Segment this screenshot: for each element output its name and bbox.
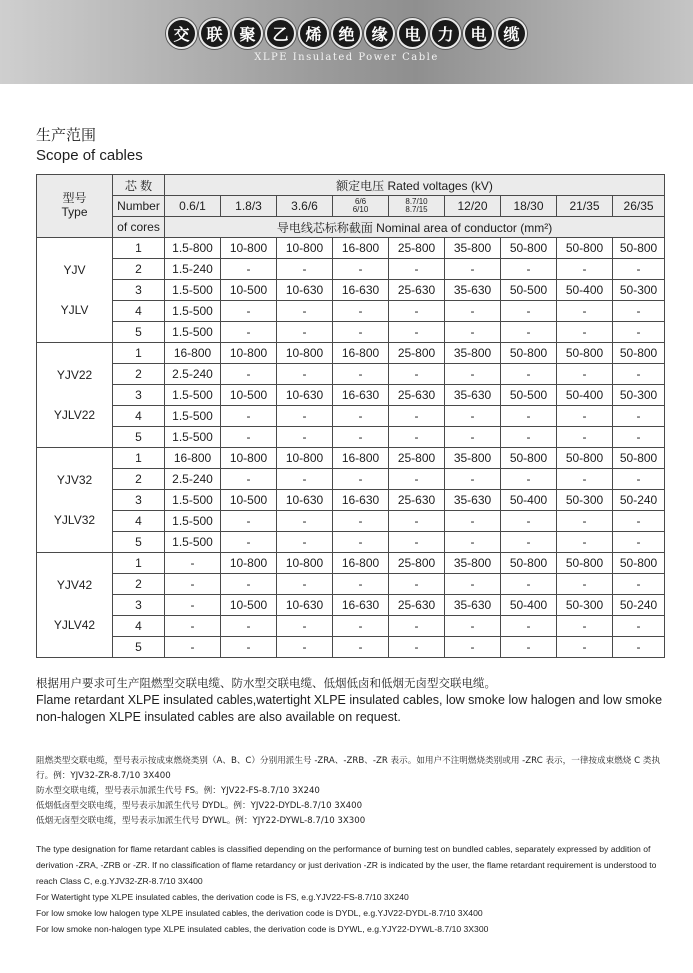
table-row — [37, 238, 665, 259]
banner-subtitle: XLPE Insulated Power Cable — [254, 52, 439, 63]
area-cell: - — [445, 469, 501, 490]
fine-zh-line: 防水型交联电缆，型号表示加派生代号 FS。例：YJV22-FS-8.7/10 3X240 — [36, 786, 320, 796]
area-cell: 35-800 — [445, 343, 501, 364]
area-cell: 10-800 — [221, 448, 277, 469]
area-cell: - — [501, 511, 557, 532]
voltage-col: 3.6/6 — [277, 196, 333, 217]
area-cell: - — [389, 637, 445, 658]
area-cell: 10-800 — [277, 238, 333, 259]
area-cell: - — [389, 574, 445, 595]
area-cell: - — [389, 427, 445, 448]
area-cell: - — [333, 301, 389, 322]
area-cell: - — [613, 616, 665, 637]
type-name: YJLV32 — [53, 513, 96, 527]
section-title-en: Scope of cables — [36, 147, 143, 164]
availability-note-en: Flame retardant XLPE insulated cables,watertight XLPE insulated cables, low smoke low halogen and low smoke non-halogen XLPE insulated cables are also available on request. — [36, 693, 663, 724]
core-count: 2 — [113, 574, 165, 595]
area-cell: - — [613, 322, 665, 343]
voltage-col: 1.8/3 — [221, 196, 277, 217]
area-cell: 50-500 — [501, 280, 557, 301]
fine-print-zh — [36, 754, 676, 829]
area-cell: - — [613, 532, 665, 553]
area-cell: - — [557, 259, 613, 280]
area-cell: 1.5-240 — [165, 259, 221, 280]
area-cell: - — [557, 406, 613, 427]
area-cell: 16-800 — [333, 553, 389, 574]
area-cell: 25-630 — [389, 490, 445, 511]
area-cell: 25-800 — [389, 553, 445, 574]
section-title-zh: 生产范围 — [36, 126, 97, 144]
area-cell: - — [445, 259, 501, 280]
area-cell: 35-800 — [445, 448, 501, 469]
area-cell: - — [221, 532, 277, 553]
area-cell: - — [277, 322, 333, 343]
area-cell: 25-800 — [389, 238, 445, 259]
area-cell: - — [277, 469, 333, 490]
area-cell: 50-800 — [501, 343, 557, 364]
cores-header-zh: 芯 数 — [113, 175, 165, 196]
cores-header-en1: Number — [113, 196, 165, 217]
core-count: 1 — [113, 553, 165, 574]
area-cell: - — [165, 637, 221, 658]
type-name: YJLV22 — [53, 408, 96, 422]
type-header-zh: 型号 — [62, 191, 87, 206]
area-cell: - — [221, 322, 277, 343]
area-cell: 16-630 — [333, 385, 389, 406]
fine-print-en — [36, 841, 676, 937]
area-cell: - — [333, 637, 389, 658]
area-cell: 50-800 — [557, 343, 613, 364]
title-char: 聚 — [232, 18, 263, 49]
area-cell: - — [501, 637, 557, 658]
area-cell: - — [613, 637, 665, 658]
area-cell: 10-800 — [221, 238, 277, 259]
area-cell: 50-240 — [613, 595, 665, 616]
area-cell: 50-800 — [613, 238, 665, 259]
type-name: YJV32 — [56, 473, 93, 487]
area-cell: - — [277, 427, 333, 448]
area-cell: - — [333, 259, 389, 280]
core-count: 1 — [113, 448, 165, 469]
table-row — [37, 343, 665, 364]
core-count: 4 — [113, 406, 165, 427]
core-count: 3 — [113, 280, 165, 301]
area-cell: 16-800 — [333, 343, 389, 364]
area-cell: - — [501, 616, 557, 637]
area-cell: - — [389, 406, 445, 427]
area-cell: 10-800 — [221, 553, 277, 574]
area-cell: 10-500 — [221, 385, 277, 406]
type-name: YJV42 — [56, 578, 93, 592]
voltage-col-line: 8.7/15 — [405, 205, 428, 214]
area-cell: 10-630 — [277, 595, 333, 616]
area-cell: - — [557, 511, 613, 532]
area-cell: - — [333, 616, 389, 637]
core-count: 1 — [113, 238, 165, 259]
area-cell: - — [277, 574, 333, 595]
area-cell: 10-500 — [221, 280, 277, 301]
area-cell: 2.5-240 — [165, 469, 221, 490]
area-cell: 50-800 — [613, 553, 665, 574]
area-cell: 16-800 — [165, 343, 221, 364]
table-row — [37, 448, 665, 469]
area-cell: 10-800 — [277, 553, 333, 574]
title-char: 乙 — [265, 18, 296, 49]
area-cell: - — [277, 511, 333, 532]
area-cell: - — [333, 427, 389, 448]
area-cell: 25-630 — [389, 595, 445, 616]
area-cell: - — [557, 616, 613, 637]
area-cell: 16-630 — [333, 595, 389, 616]
title-char: 绝 — [331, 18, 362, 49]
area-cell: - — [221, 616, 277, 637]
area-cell: - — [165, 595, 221, 616]
area-cell: - — [221, 427, 277, 448]
type-name: YJLV — [60, 303, 89, 317]
voltage-col-line: 8.7/10 — [405, 196, 428, 206]
area-cell: - — [277, 532, 333, 553]
area-cell: - — [501, 322, 557, 343]
area-cell: - — [389, 469, 445, 490]
area-cell: 25-630 — [389, 280, 445, 301]
table-row — [37, 595, 665, 616]
area-cell: 50-800 — [501, 553, 557, 574]
table-row — [37, 364, 665, 385]
table-row — [37, 280, 665, 301]
core-count: 2 — [113, 259, 165, 280]
area-cell: 16-800 — [333, 238, 389, 259]
table-row — [37, 469, 665, 490]
area-cell: - — [501, 427, 557, 448]
voltage-header: 额定电压 Rated voltages (kV) — [165, 175, 665, 196]
area-cell: - — [389, 322, 445, 343]
table-row — [37, 301, 665, 322]
area-cell: - — [221, 469, 277, 490]
area-cell: 50-800 — [501, 238, 557, 259]
area-cell: 1.5-500 — [165, 511, 221, 532]
area-cell: 1.5-500 — [165, 406, 221, 427]
area-cell: 35-630 — [445, 280, 501, 301]
area-cell: - — [277, 406, 333, 427]
table-row — [37, 532, 665, 553]
title-char: 力 — [430, 18, 461, 49]
area-cell: 35-800 — [445, 238, 501, 259]
area-cell: 1.5-500 — [165, 322, 221, 343]
table-row — [37, 511, 665, 532]
area-cell: 10-630 — [277, 280, 333, 301]
area-cell: - — [221, 301, 277, 322]
area-cell: - — [165, 616, 221, 637]
title-characters — [0, 18, 693, 49]
area-cell: - — [221, 574, 277, 595]
type-name: YJLV42 — [53, 618, 96, 632]
table-row — [37, 574, 665, 595]
table-row — [37, 322, 665, 343]
area-cell: - — [333, 574, 389, 595]
area-cell: 25-800 — [389, 343, 445, 364]
area-cell: - — [445, 301, 501, 322]
area-cell: - — [389, 532, 445, 553]
type-cell — [37, 448, 113, 553]
core-count: 3 — [113, 385, 165, 406]
area-cell: 50-800 — [557, 553, 613, 574]
core-count: 4 — [113, 511, 165, 532]
area-cell: - — [613, 259, 665, 280]
area-cell: - — [557, 427, 613, 448]
area-cell: - — [277, 259, 333, 280]
area-cell: 16-630 — [333, 490, 389, 511]
area-cell: 16-800 — [333, 448, 389, 469]
title-char: 交 — [166, 18, 197, 49]
area-cell: 1.5-500 — [165, 490, 221, 511]
area-cell: - — [277, 616, 333, 637]
table-row — [37, 406, 665, 427]
area-cell: - — [501, 532, 557, 553]
area-cell: 50-240 — [613, 490, 665, 511]
area-cell: - — [501, 364, 557, 385]
area-cell: - — [501, 301, 557, 322]
area-cell: - — [613, 406, 665, 427]
core-count: 2 — [113, 364, 165, 385]
fine-en-line: For Watertight type XLPE insulated cables, the derivation code is FS, e.g.YJV22-FS-8.7/10 3X240 — [36, 892, 409, 902]
core-count: 5 — [113, 322, 165, 343]
title-char: 联 — [199, 18, 230, 49]
area-cell: - — [389, 364, 445, 385]
area-cell: - — [613, 364, 665, 385]
area-cell: 35-800 — [445, 553, 501, 574]
type-name: YJV22 — [56, 368, 93, 382]
area-cell: - — [333, 532, 389, 553]
fine-zh-line: 低烟低卤型交联电缆，型号表示加派生代号 DYDL。例：YJV22-DYDL-8.7/10 3X400 — [36, 801, 363, 811]
area-cell: - — [277, 364, 333, 385]
core-count: 4 — [113, 616, 165, 637]
area-cell: - — [557, 532, 613, 553]
core-count: 5 — [113, 532, 165, 553]
voltage-col: 12/20 — [445, 196, 501, 217]
table-row — [37, 637, 665, 658]
area-cell: - — [389, 616, 445, 637]
fine-zh-line: 低烟无卤型交联电缆，型号表示加派生代号 DYWL。例：YJY22-DYWL-8.7/10 3X300 — [36, 816, 366, 826]
area-cell: - — [333, 322, 389, 343]
core-count: 4 — [113, 301, 165, 322]
area-cell: - — [333, 469, 389, 490]
area-cell: - — [501, 406, 557, 427]
area-cell: - — [277, 301, 333, 322]
area-cell: - — [557, 637, 613, 658]
area-cell: - — [445, 511, 501, 532]
area-cell: - — [221, 637, 277, 658]
area-cell: - — [613, 511, 665, 532]
table-body — [37, 238, 665, 658]
area-cell: 50-300 — [557, 595, 613, 616]
type-name: YJV — [63, 263, 86, 277]
area-cell: - — [165, 553, 221, 574]
area-cell: - — [445, 427, 501, 448]
title-char: 电 — [397, 18, 428, 49]
area-cell: - — [501, 574, 557, 595]
area-cell: - — [445, 364, 501, 385]
cores-header-en2: of cores — [113, 217, 165, 238]
area-cell: - — [445, 616, 501, 637]
area-cell: - — [389, 259, 445, 280]
type-cell — [37, 238, 113, 343]
area-cell: - — [557, 574, 613, 595]
table-row — [37, 385, 665, 406]
area-cell: - — [445, 532, 501, 553]
voltage-col: 18/30 — [501, 196, 557, 217]
scope-table — [36, 174, 665, 658]
area-cell: 10-800 — [277, 448, 333, 469]
area-cell: 10-500 — [221, 490, 277, 511]
voltage-col: 26/35 — [613, 196, 665, 217]
fine-en-line: For low smoke low halogen type XLPE insulated cables, the derivation code is DYDL, e.g.YJV22-DYDL-8.7/10 3X400 — [36, 908, 483, 918]
fine-en-line: For low smoke non-halogen type XLPE insulated cables, the derivation code is DYWL, e.g.YJY22-DYWL-8.7/10 3X300 — [36, 924, 489, 934]
area-cell: - — [613, 427, 665, 448]
fine-en-line: The type designation for flame retardant cables is classified depending on the performance of burning test on bundled cables, separately expressed by addition of derivation -ZRA, -ZRB or -ZR. If no classification of flame retardancy or just derivation -ZR is indicated by the user, the flame retardant requirement is understood to reach Class C, e.g.YJV32-ZR-8.7/10 3X400 — [36, 844, 657, 886]
title-char: 缘 — [364, 18, 395, 49]
area-header: 导电线芯标称截面 Nominal area of conductor (mm²) — [165, 217, 665, 238]
area-cell: - — [557, 469, 613, 490]
core-count: 3 — [113, 595, 165, 616]
title-char: 缆 — [496, 18, 527, 49]
area-cell: - — [557, 322, 613, 343]
core-count: 5 — [113, 427, 165, 448]
area-cell: 35-630 — [445, 490, 501, 511]
core-count: 5 — [113, 637, 165, 658]
area-cell: 10-630 — [277, 490, 333, 511]
area-cell: 50-800 — [613, 448, 665, 469]
area-cell: 50-400 — [557, 280, 613, 301]
voltage-col: 0.6/1 — [165, 196, 221, 217]
area-cell: 1.5-500 — [165, 427, 221, 448]
area-cell: - — [557, 364, 613, 385]
area-cell: - — [221, 511, 277, 532]
type-cell — [37, 343, 113, 448]
area-cell: - — [389, 301, 445, 322]
area-cell: - — [221, 406, 277, 427]
fine-zh-line: 阻燃类型交联电缆，型号表示按成束燃烧类别（A、B、C）分别用派生号 -ZRA、-ZRB、-ZR 表示。如用户不注明燃烧类别或用 -ZRC 表示，一律按成束燃烧 C 类执行。例：YJV32-ZR-8.7/10 3X400 — [36, 756, 661, 781]
area-cell: 1.5-500 — [165, 385, 221, 406]
area-cell: 1.5-500 — [165, 532, 221, 553]
area-cell: - — [277, 637, 333, 658]
area-cell: - — [613, 301, 665, 322]
table-row — [37, 490, 665, 511]
area-cell: 50-400 — [501, 490, 557, 511]
core-count: 1 — [113, 343, 165, 364]
voltage-col-stacked — [333, 196, 389, 217]
title-char: 烯 — [298, 18, 329, 49]
type-header-en: Type — [61, 205, 88, 219]
area-cell: - — [333, 511, 389, 532]
area-cell: - — [613, 469, 665, 490]
area-cell: 50-400 — [557, 385, 613, 406]
area-cell: 35-630 — [445, 385, 501, 406]
area-cell: 50-300 — [613, 385, 665, 406]
type-header — [37, 175, 113, 238]
area-cell: 50-400 — [501, 595, 557, 616]
area-cell: 2.5-240 — [165, 364, 221, 385]
area-cell: 16-800 — [165, 448, 221, 469]
area-cell: - — [389, 511, 445, 532]
area-cell: - — [333, 364, 389, 385]
area-cell: 16-630 — [333, 280, 389, 301]
area-cell: 1.5-500 — [165, 280, 221, 301]
area-cell: 50-500 — [501, 385, 557, 406]
title-char: 电 — [463, 18, 494, 49]
table-row — [37, 259, 665, 280]
area-cell: 50-800 — [501, 448, 557, 469]
core-count: 3 — [113, 490, 165, 511]
area-cell: - — [501, 469, 557, 490]
area-cell: - — [445, 406, 501, 427]
area-cell: - — [613, 574, 665, 595]
area-cell: - — [445, 322, 501, 343]
area-cell: 10-630 — [277, 385, 333, 406]
area-cell: 35-630 — [445, 595, 501, 616]
area-cell: 1.5-800 — [165, 238, 221, 259]
area-cell: - — [501, 259, 557, 280]
voltage-col-line: 6/10 — [352, 205, 369, 214]
header-banner — [0, 0, 693, 84]
area-cell: 50-800 — [557, 448, 613, 469]
table-row — [37, 553, 665, 574]
area-cell: 10-800 — [221, 343, 277, 364]
area-cell: - — [165, 574, 221, 595]
area-cell: 25-800 — [389, 448, 445, 469]
area-cell: 10-800 — [277, 343, 333, 364]
area-cell: - — [445, 574, 501, 595]
core-count: 2 — [113, 469, 165, 490]
table-row — [37, 616, 665, 637]
area-cell: 1.5-500 — [165, 301, 221, 322]
area-cell: 25-630 — [389, 385, 445, 406]
area-cell: 50-800 — [557, 238, 613, 259]
table-row — [37, 427, 665, 448]
area-cell: - — [221, 259, 277, 280]
area-cell: - — [221, 364, 277, 385]
area-cell: 10-500 — [221, 595, 277, 616]
area-cell: 50-300 — [557, 490, 613, 511]
voltage-col-line: 6/6 — [354, 196, 367, 206]
area-cell: 50-800 — [613, 343, 665, 364]
voltage-col: 21/35 — [557, 196, 613, 217]
area-cell: - — [557, 301, 613, 322]
area-cell: 50-300 — [613, 280, 665, 301]
voltage-col-stacked — [389, 196, 445, 217]
type-cell — [37, 553, 113, 658]
area-cell: - — [445, 637, 501, 658]
availability-note-zh: 根据用户要求可生产阻燃型交联电缆、防水型交联电缆、低烟低卤和低烟无卤型交联电缆。 — [36, 676, 496, 690]
area-cell: - — [333, 406, 389, 427]
